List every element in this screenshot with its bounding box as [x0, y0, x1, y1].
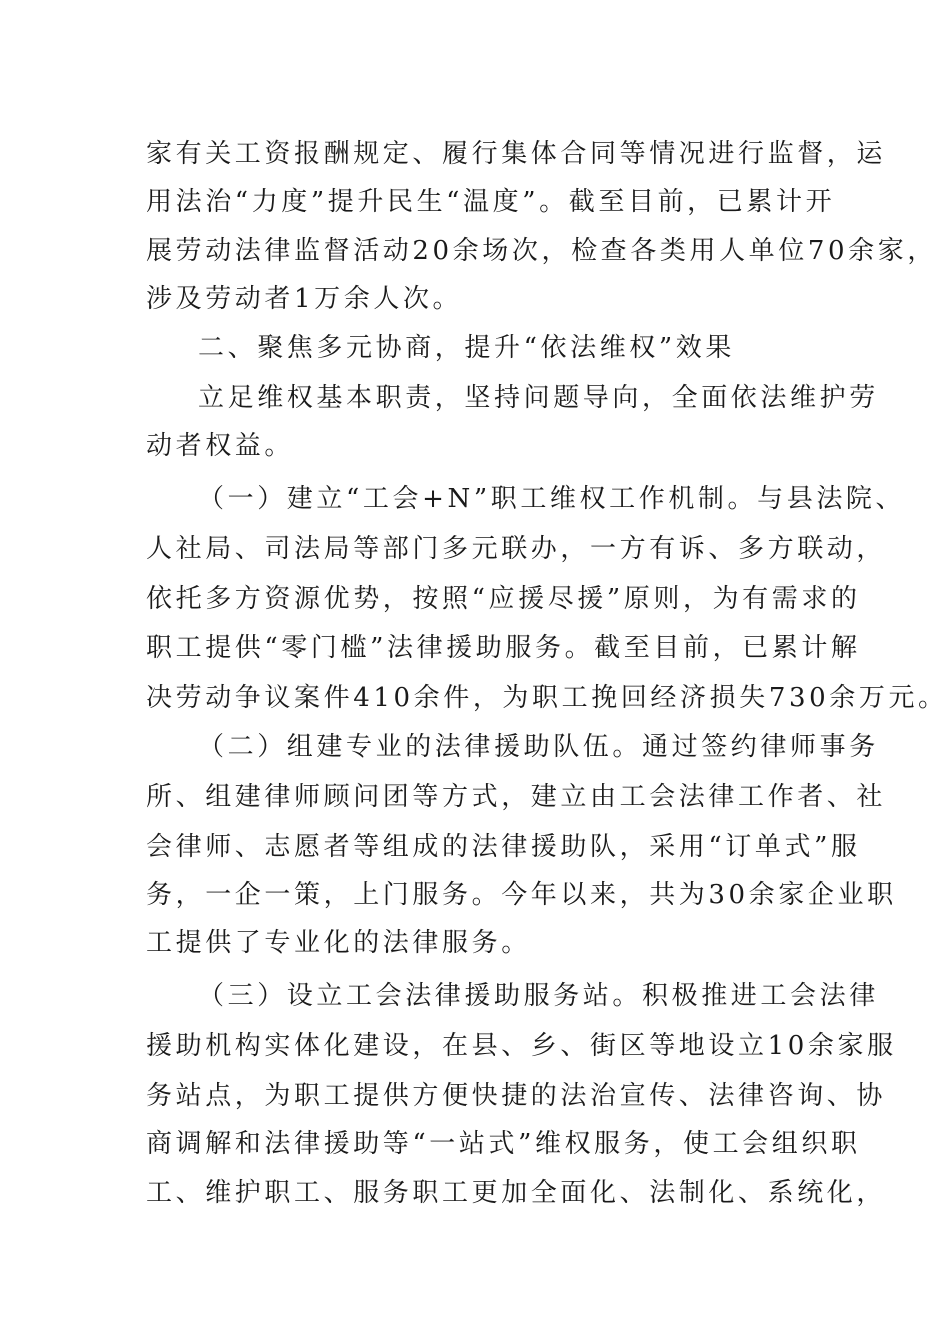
body-line: 涉及劳动者1万余人次。: [146, 284, 463, 314]
body-line: 展劳动法律监督活动20余场次，检查各类用人单位70余家，: [146, 236, 937, 266]
body-line: 家有关工资报酬规定、履行集体合同等情况进行监督，运: [146, 139, 887, 169]
body-line: 务，一企一策，上门服务。今年以来，共为30余家企业职: [146, 880, 897, 910]
body-line: 所、组建律师顾问团等方式，建立由工会法律工作者、社: [146, 782, 887, 812]
body-line: 会律师、志愿者等组成的法律援助队，采用“订单式”服: [146, 832, 861, 862]
body-line: 决劳动争议案件410余件，为职工挽回经济损失730余万元。: [146, 683, 948, 713]
subsection-line: （一）建立“工会+N”职工维权工作机制。与县法院、: [198, 484, 906, 514]
body-line: 动者权益。: [146, 431, 295, 461]
body-line: 工、维护职工、服务职工更加全面化、法制化、系统化，: [146, 1178, 887, 1208]
body-line: 人社局、司法局等部门多元联办，一方有诉、多方联动，: [146, 534, 887, 564]
body-line: 职工提供“零门槛”法律援助服务。截至目前，已累计解: [146, 633, 861, 663]
body-line: 用法治“力度”提升民生“温度”。截至目前，已累计开: [146, 187, 836, 217]
body-line: 援助机构实体化建设，在县、乡、街区等地设立10余家服: [146, 1031, 897, 1061]
subsection-line: （三）设立工会法律援助服务站。积极推进工会法律: [198, 981, 879, 1011]
body-line: 务站点，为职工提供方便快捷的法治宣传、法律咨询、协: [146, 1081, 887, 1111]
subsection-line: （二）组建专业的法律援助队伍。通过签约律师事务: [198, 732, 879, 762]
section-heading: 二、聚焦多元协商，提升“依法维权”效果: [198, 333, 735, 363]
body-line: 商调解和法律援助等“一站式”维权服务，使工会组织职: [146, 1129, 861, 1159]
body-line: 工提供了专业化的法律服务。: [146, 928, 531, 958]
body-line: 立足维权基本职责，坚持问题导向，全面依法维护劳: [198, 383, 879, 413]
body-line: 依托多方资源优势，按照“应援尽援”原则，为有需求的: [146, 584, 861, 614]
